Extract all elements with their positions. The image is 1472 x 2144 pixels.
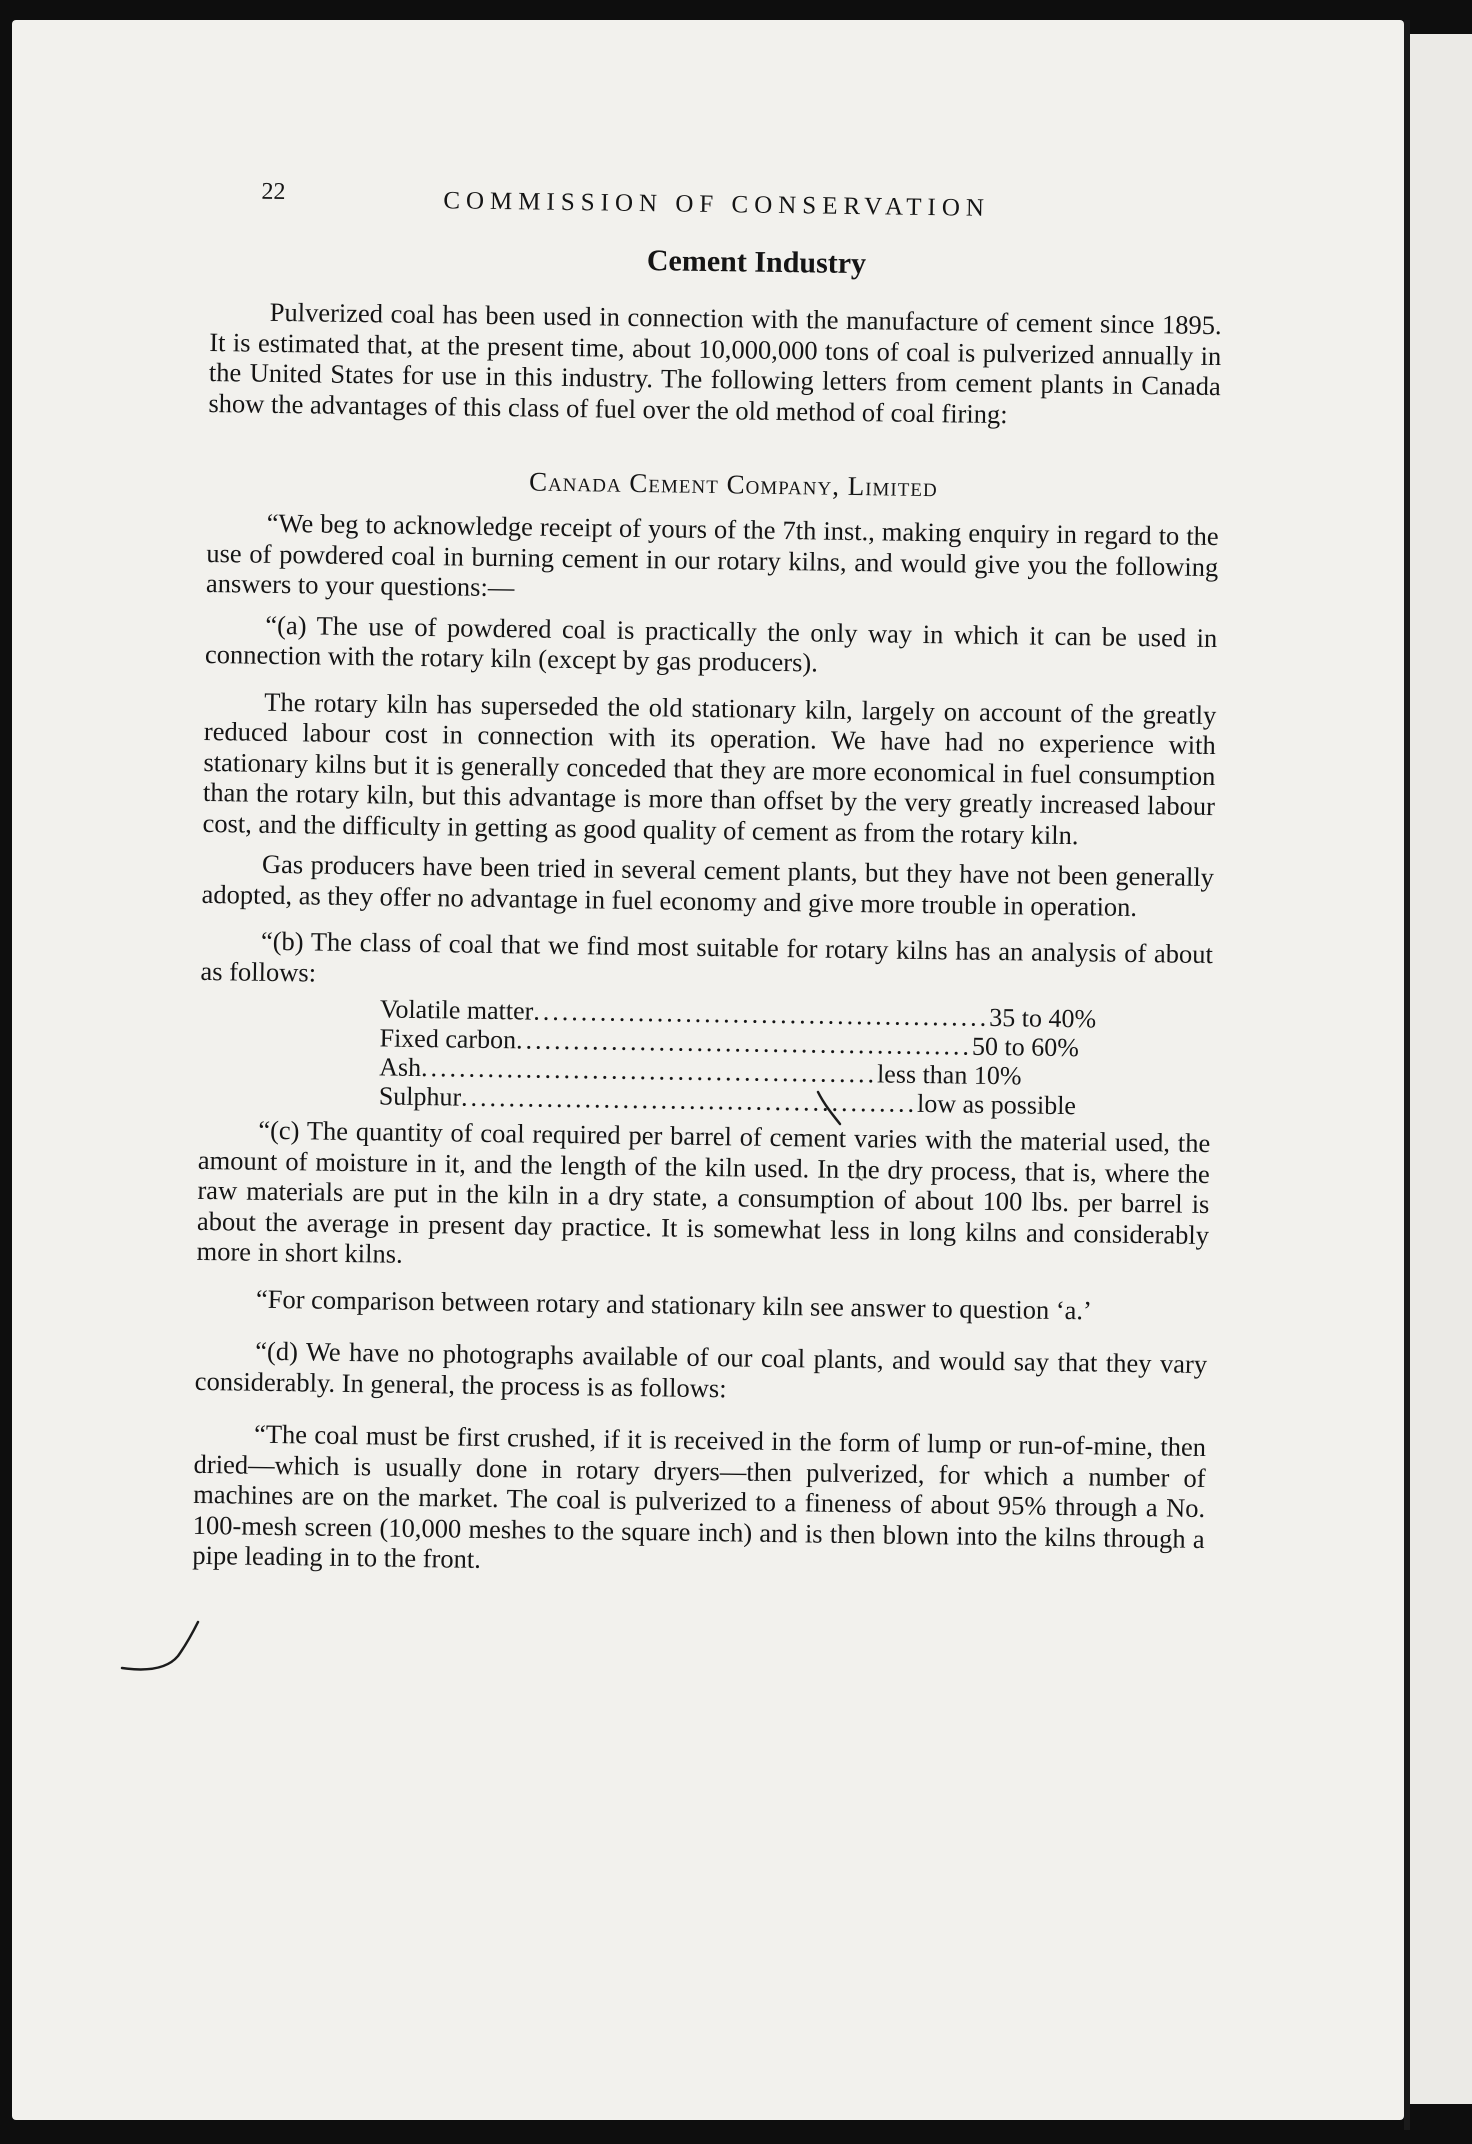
letter-paragraph-6: “(c) The quantity of coal required per barrel of cement varies with the material used, the amount of moisture in it, and the length of the kiln used. In the dry process, that is, where the raw materials are put in the kiln in a dry state, a consumption of about 100 lbs. per barrel is about the average in present day practice. It is somewhat less in long kilns and considerably more in short kilns. xyxy=(196,1114,1211,1269)
analysis-value: 50 to 60% xyxy=(971,1031,1080,1063)
letter-paragraph-9: “The coal must be first crushed, if it is received in the form of lump or run-of-mine, then dried—which is usually done in rotary dryers—then pulverized, for which a number of machines are on the market. The coal is pulverized to a fineness of about 95% through a No. 100-mesh screen (10,000 meshes to the square inch) and is then blown into the kilns through a pipe leading in to the front. xyxy=(192,1418,1207,1574)
letter-heading: Canada Cement Company, Limited xyxy=(528,466,938,503)
facing-page-edge xyxy=(1410,34,1472,2104)
dot-leader: ................................................ xyxy=(515,1025,973,1061)
running-head xyxy=(211,150,1224,230)
analysis-label: Sulphur xyxy=(378,1081,462,1112)
dot-leader: ................................................ xyxy=(460,1082,918,1118)
letter-paragraph-2: “(a) The use of powdered coal is practically the only way in which it can be used in connection with the rotary kiln (except by gas producers). xyxy=(204,609,1218,678)
letter-paragraph-4: Gas producers have been tried in several cement plants, but they have not been generally adopted, as they offer no advantage in fuel economy and give more trouble in operation. xyxy=(201,848,1215,922)
analysis-label: Ash xyxy=(379,1052,422,1083)
letter-paragraph-1: “We beg to acknowledge receipt of yours of the 7th inst., making enquiry in regard to the use of powdered coal in burning cement in our rotary kilns, and would give you the following answers to your questions:— xyxy=(205,507,1219,603)
intro-paragraph: Pulverized coal has been used in connection with the manufacture of cement since 1895. It is estimated that, at the present time, about 10,000,000 tons of coal is pulverized annually in the United States for use in this industry. The following letters from cement plants in Canada show the advantages of this class of fuel over the old method of coal firing: xyxy=(208,296,1222,429)
analysis-value: less than 10% xyxy=(876,1059,1022,1091)
letter-paragraph-3: The rotary kiln has superseded the old stationary kiln, largely on account of the greatly reduced labour cost in connection with its operation. We have had no experience with stationary kilns but it is generally conceded that they are more economical in fuel consumption than the rotary kiln, but this advantage is more than offset by the very greatly increased labour cost, and the difficulty in getting as good quality of cement as from the rotary kiln. xyxy=(202,686,1217,850)
letter-paragraph-8: “(d) We have no photographs available of our coal plants, and would say that they vary considerably. In general, the process is as follows: xyxy=(194,1335,1208,1403)
analysis-value: low as possible xyxy=(916,1088,1077,1121)
dot-leader: ................................................ xyxy=(533,996,990,1032)
running-title: COMMISSION OF CONSERVATION xyxy=(443,187,991,222)
analysis-value: 35 to 40% xyxy=(989,1002,1097,1034)
letter-paragraph-7: “For comparison between rotary and stationary kiln see answer to question ‘a.’ xyxy=(255,1283,1093,1325)
section-title: Cement Industry xyxy=(646,244,867,281)
coal-analysis-table xyxy=(378,994,1097,1121)
dot-leader: ................................................ xyxy=(420,1053,878,1089)
page-text xyxy=(192,150,1224,1584)
analysis-label: Volatile matter xyxy=(379,994,534,1026)
letter-paragraph-5: “(b) The class of coal that we find most suitable for rotary kilns has an analysis of about as follows: xyxy=(200,925,1214,988)
analysis-label: Fixed carbon xyxy=(379,1023,517,1055)
page-number: 22 xyxy=(261,178,286,206)
